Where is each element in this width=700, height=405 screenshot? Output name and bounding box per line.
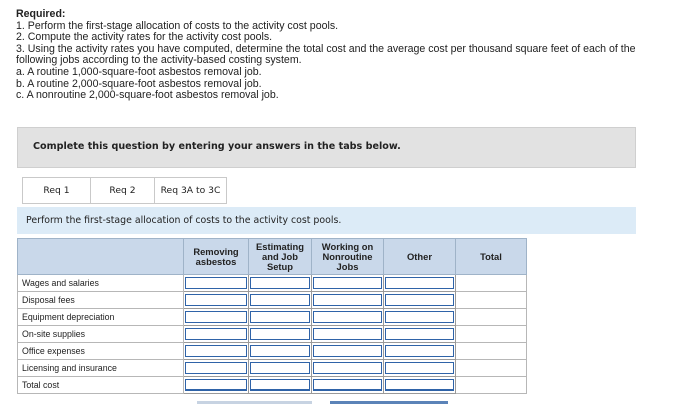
banner-text: Complete this question by entering your answers in the tabs below.	[33, 141, 401, 152]
table-row-total	[18, 377, 527, 394]
total-total-cost	[456, 377, 527, 394]
input-depreciation-other[interactable]	[385, 311, 454, 323]
tab-req-2[interactable]	[91, 177, 155, 204]
input-wages-estimating[interactable]	[250, 277, 310, 289]
total-licensing	[456, 360, 527, 377]
row-label-supplies: On-site supplies	[18, 326, 184, 343]
table-row	[18, 309, 527, 326]
header-nonroutine-line1: Working on	[321, 240, 374, 252]
row-label-wages: Wages and salaries	[18, 275, 184, 292]
nav-bar-next[interactable]	[330, 401, 448, 404]
header-removing-line1: Removing	[193, 245, 239, 257]
required-item-3-cont: following jobs according to the activity-based costing system.	[16, 54, 302, 67]
instruction-text: Perform the first-stage allocation of costs to the activity cost pools.	[26, 215, 342, 226]
input-supplies-removing[interactable]	[185, 328, 247, 340]
required-section	[16, 9, 692, 102]
instruction-bar	[17, 207, 636, 234]
input-supplies-estimating[interactable]	[250, 328, 310, 340]
table-row	[18, 360, 527, 377]
header-nonroutine-line2: Nonroutine	[322, 250, 373, 262]
input-disposal-estimating[interactable]	[250, 294, 310, 306]
input-licensing-estimating[interactable]	[250, 362, 310, 374]
row-label-depreciation: Equipment depreciation	[18, 309, 184, 326]
input-office-removing[interactable]	[185, 345, 247, 357]
input-supplies-other[interactable]	[385, 328, 454, 340]
table-row	[18, 292, 527, 309]
input-office-estimating[interactable]	[250, 345, 310, 357]
input-licensing-nonroutine[interactable]	[313, 362, 382, 374]
input-disposal-other[interactable]	[385, 294, 454, 306]
row-label-licensing: Licensing and insurance	[18, 360, 184, 377]
total-depreciation	[456, 309, 527, 326]
instructions-banner	[17, 127, 636, 168]
input-disposal-removing[interactable]	[185, 294, 247, 306]
header-nonroutine-line3: Jobs	[336, 260, 359, 272]
total-disposal	[456, 292, 527, 309]
input-licensing-removing[interactable]	[185, 362, 247, 374]
header-removing-asbestos	[184, 239, 249, 275]
row-label-total-cost: Total cost	[18, 377, 184, 394]
input-wages-nonroutine[interactable]	[313, 277, 382, 289]
input-office-other[interactable]	[385, 345, 454, 357]
total-supplies	[456, 326, 527, 343]
input-wages-other[interactable]	[385, 277, 454, 289]
header-total	[456, 239, 527, 275]
header-blank	[18, 239, 184, 275]
required-item-3c: c. A nonroutine 2,000-square-foot asbestos removal job.	[16, 89, 279, 102]
input-total-other[interactable]	[385, 379, 454, 391]
tab-req-3a-3c-label: Req 3A to 3C	[160, 185, 221, 196]
nav-bar-previous[interactable]	[197, 401, 312, 404]
header-row	[18, 239, 527, 275]
header-total-line1: Total	[480, 250, 502, 262]
table-row	[18, 326, 527, 343]
header-estimating-setup	[249, 239, 312, 275]
input-depreciation-nonroutine[interactable]	[313, 311, 382, 323]
tab-bar	[22, 177, 227, 204]
header-estimating-line2: and Job	[262, 250, 298, 262]
header-other-line1: Other	[406, 250, 432, 262]
tab-req-2-label: Req 2	[109, 185, 136, 196]
input-depreciation-estimating[interactable]	[250, 311, 310, 323]
input-total-estimating[interactable]	[250, 379, 310, 391]
header-nonroutine-jobs	[312, 239, 384, 275]
required-item-3: 3. Using the activity rates you have computed, determine the total cost and the average cost per thousand square feet of each of the	[16, 42, 636, 55]
required-item-3a: a. A routine 1,000-square-foot asbestos removal job.	[16, 65, 262, 78]
total-office	[456, 343, 527, 360]
required-item-3b: b. A routine 2,000-square-foot asbestos removal job.	[16, 77, 262, 90]
allocation-table	[17, 238, 527, 394]
tab-req-3a-3c[interactable]	[155, 177, 227, 204]
required-item-1: 1. Perform the first-stage allocation of costs to the activity cost pools.	[16, 19, 339, 32]
table-row	[18, 275, 527, 292]
header-other	[384, 239, 456, 275]
tab-req-1[interactable]	[22, 177, 91, 204]
row-label-disposal: Disposal fees	[18, 292, 184, 309]
required-heading: Required:	[16, 8, 66, 20]
header-removing-line2: asbestos	[195, 255, 237, 267]
input-total-nonroutine[interactable]	[313, 379, 382, 391]
input-total-removing[interactable]	[185, 379, 247, 391]
row-label-office: Office expenses	[18, 343, 184, 360]
input-disposal-nonroutine[interactable]	[313, 294, 382, 306]
header-estimating-line1: Estimating	[256, 240, 304, 252]
input-depreciation-removing[interactable]	[185, 311, 247, 323]
table-row	[18, 343, 527, 360]
input-supplies-nonroutine[interactable]	[313, 328, 382, 340]
input-office-nonroutine[interactable]	[313, 345, 382, 357]
total-wages	[456, 275, 527, 292]
input-wages-removing[interactable]	[185, 277, 247, 289]
required-item-2: 2. Compute the activity rates for the activity cost pools.	[16, 31, 273, 44]
header-estimating-line3: Setup	[266, 260, 294, 272]
input-licensing-other[interactable]	[385, 362, 454, 374]
tab-req-1-label: Req 1	[43, 185, 70, 196]
